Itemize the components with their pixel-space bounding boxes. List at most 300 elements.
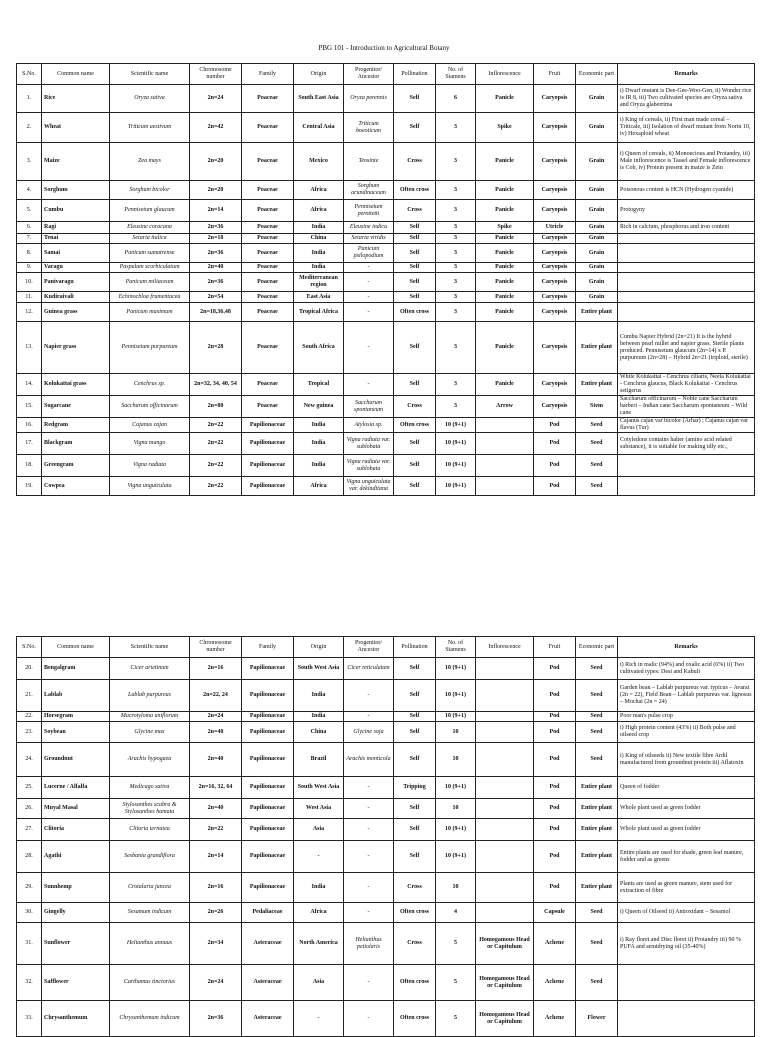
table-body xyxy=(17,85,755,496)
cell-origin: Africa xyxy=(294,181,344,200)
cell-stamens: 6 xyxy=(436,85,476,113)
cell-economic-part: Seed xyxy=(576,433,618,455)
cell-fruit: Caryopsis xyxy=(534,374,576,396)
cell-fruit: Capsule xyxy=(534,903,576,923)
cell-fruit: Pod xyxy=(534,722,576,743)
cell-economic-part: Seed xyxy=(576,680,618,712)
cell-remarks xyxy=(618,292,755,303)
cell-fruit: Pod xyxy=(534,433,576,455)
cell-progenitor: Arachis monticola xyxy=(344,743,394,777)
cell-inflorescence xyxy=(476,433,534,455)
cell-origin: Mexico xyxy=(294,143,344,181)
cell-remarks: Saccharum officinarum – Noble cane Saccharum barberi – Indian cane Saccharum spontaneum – Wild cane xyxy=(618,396,755,418)
cell-family: Papilionaceae xyxy=(242,722,294,743)
cell-economic-part: Grain xyxy=(576,292,618,303)
cell-inflorescence xyxy=(476,658,534,680)
cell-family: Papilionaceae xyxy=(242,777,294,799)
cell-economic-part: Seed xyxy=(576,743,618,777)
cell-family: Pedaliaceae xyxy=(242,903,294,923)
cell-origin: South West Asia xyxy=(294,658,344,680)
cell-family: Papilionaceae xyxy=(242,658,294,680)
cell-fruit: Caryopsis xyxy=(534,273,576,292)
cell-scientific-name: Carthamus tinctorius xyxy=(110,965,190,1001)
cell-progenitor: - xyxy=(344,322,394,374)
cell-fruit: Pod xyxy=(534,658,576,680)
cell-sno: 22. xyxy=(17,712,42,722)
cell-common-name: Bengalgram xyxy=(42,658,110,680)
cell-inflorescence: Homogamous Head or Capitulum xyxy=(476,923,534,965)
cell-sno: 23. xyxy=(17,722,42,743)
cell-pollination: Self xyxy=(394,680,436,712)
cell-stamens: 10 (9+1) xyxy=(436,819,476,841)
cell-scientific-name: Panicum miliaceum xyxy=(110,273,190,292)
cell-scientific-name: Eleusine coracana xyxy=(110,222,190,234)
cell-progenitor: Helianthus petiolaris xyxy=(344,923,394,965)
column-header: Remarks xyxy=(618,64,755,85)
cell-common-name: Safflower xyxy=(42,965,110,1001)
cell-fruit: Pod xyxy=(534,873,576,903)
cell-remarks xyxy=(618,1001,755,1037)
cell-progenitor: Atylosia sp. xyxy=(344,418,394,433)
cell-progenitor: - xyxy=(344,712,394,722)
cell-sno: 19. xyxy=(17,477,42,496)
cell-common-name: Guinea grass xyxy=(42,303,110,322)
cell-family: Poaceae xyxy=(242,303,294,322)
cell-pollination: Tripping xyxy=(394,777,436,799)
cell-economic-part: Grain xyxy=(576,181,618,200)
cell-scientific-name: Crotalaria juncea xyxy=(110,873,190,903)
cell-family: Papilionaceae xyxy=(242,680,294,712)
cell-stamens: 10 (9+1) xyxy=(436,680,476,712)
cell-scientific-name: Chrysanthemum indicum xyxy=(110,1001,190,1037)
cell-progenitor: Setaria viridis xyxy=(344,234,394,244)
cell-family: Poaceae xyxy=(242,234,294,244)
cell-sno: 5. xyxy=(17,200,42,222)
cell-progenitor: Saccharum spontaneum xyxy=(344,396,394,418)
cell-inflorescence: Panicle xyxy=(476,234,534,244)
cell-stamens: 3 xyxy=(436,222,476,234)
cell-remarks xyxy=(618,455,755,477)
cell-scientific-name: Panicum sumatrense xyxy=(110,244,190,263)
cell-fruit: Pod xyxy=(534,743,576,777)
cell-stamens: 3 xyxy=(436,303,476,322)
cell-stamens: 10 (9+1) xyxy=(436,418,476,433)
table-row xyxy=(17,113,755,143)
cell-economic-part: Seed xyxy=(576,965,618,1001)
cell-origin: - xyxy=(294,1001,344,1037)
cell-economic-part: Entire plant xyxy=(576,777,618,799)
cell-pollination: Self xyxy=(394,477,436,496)
cell-family: Papilionaceae xyxy=(242,819,294,841)
cell-family: Poaceae xyxy=(242,292,294,303)
column-header: Common name xyxy=(42,64,110,85)
cell-inflorescence: Spike xyxy=(476,222,534,234)
cell-sno: 18. xyxy=(17,455,42,477)
cell-inflorescence: Panicle xyxy=(476,143,534,181)
cell-economic-part: Grain xyxy=(576,222,618,234)
cell-pollination: Self xyxy=(394,722,436,743)
cell-origin: Africa xyxy=(294,477,344,496)
cell-economic-part: Grain xyxy=(576,273,618,292)
cell-origin: China xyxy=(294,722,344,743)
cell-progenitor: Eleusine indica xyxy=(344,222,394,234)
cell-economic-part: Grain xyxy=(576,244,618,263)
cell-chromosome: 2n=16 xyxy=(190,873,242,903)
cell-economic-part: Entire plant xyxy=(576,799,618,819)
cell-origin: Africa xyxy=(294,200,344,222)
cell-inflorescence: Panicle xyxy=(476,263,534,273)
cell-pollination: Self xyxy=(394,113,436,143)
column-header: S.No. xyxy=(17,64,42,85)
cell-fruit: Caryopsis xyxy=(534,200,576,222)
cell-origin: West Asia xyxy=(294,799,344,819)
column-header: No. of Stamens xyxy=(436,637,476,658)
table-row xyxy=(17,85,755,113)
cell-economic-part: Grain xyxy=(576,143,618,181)
cell-stamens: 5 xyxy=(436,965,476,1001)
cell-remarks: i) Rich in malic (94%) and oxalic acid (6%) ii) Two cultivated types: Desi and Kabuli xyxy=(618,658,755,680)
cell-common-name: Samai xyxy=(42,244,110,263)
cell-common-name: Panivaragu xyxy=(42,273,110,292)
cell-common-name: Muyal Masal xyxy=(42,799,110,819)
cell-economic-part: Seed xyxy=(576,722,618,743)
cell-pollination: Self xyxy=(394,322,436,374)
cell-progenitor: - xyxy=(344,777,394,799)
cell-chromosome: 2n=54 xyxy=(190,292,242,303)
cell-chromosome: 2n=42 xyxy=(190,113,242,143)
table-row xyxy=(17,322,755,374)
cell-chromosome: 2n=18 xyxy=(190,234,242,244)
cell-economic-part: Entire plant xyxy=(576,841,618,873)
cell-fruit: Achene xyxy=(534,1001,576,1037)
cell-fruit: Achene xyxy=(534,965,576,1001)
cell-chromosome: 2n=24 xyxy=(190,85,242,113)
cell-origin: Brazil xyxy=(294,743,344,777)
cell-scientific-name: Helianthus annuus xyxy=(110,923,190,965)
cell-remarks xyxy=(618,273,755,292)
cell-family: Asteraceae xyxy=(242,1001,294,1037)
cell-origin: India xyxy=(294,222,344,234)
cell-fruit: Caryopsis xyxy=(534,263,576,273)
cell-chromosome: 2n=22 xyxy=(190,477,242,496)
cell-economic-part: Seed xyxy=(576,455,618,477)
cell-chromosome: 2n=16 xyxy=(190,658,242,680)
cell-family: Poaceae xyxy=(242,181,294,200)
cell-common-name: Sugarcane xyxy=(42,396,110,418)
cell-economic-part: Entire plant xyxy=(576,322,618,374)
cell-progenitor: Panicum psilopodium xyxy=(344,244,394,263)
cell-fruit: Caryopsis xyxy=(534,303,576,322)
cell-economic-part: Flower xyxy=(576,1001,618,1037)
table-row xyxy=(17,273,755,292)
cell-remarks: i) King of oilseeds ii) New textile fibre Ardil manufactured from groundnut protein iii) Aflatoxin xyxy=(618,743,755,777)
cell-fruit: Pod xyxy=(534,418,576,433)
cell-stamens: 10 xyxy=(436,873,476,903)
cell-fruit: Caryopsis xyxy=(534,181,576,200)
cell-inflorescence xyxy=(476,873,534,903)
column-header: Economic part xyxy=(576,64,618,85)
column-header: Origin xyxy=(294,637,344,658)
cell-origin: India xyxy=(294,244,344,263)
cell-pollination: Self xyxy=(394,819,436,841)
cell-common-name: Horsegram xyxy=(42,712,110,722)
cell-remarks: Queen of fodder xyxy=(618,777,755,799)
column-header: Pollination xyxy=(394,64,436,85)
cell-remarks: White Kolukattai - Cenchrus ciliaris, Neela Kolukattai - Cenchrus glaucus, Black Kolukattai - Cenchrus setigerus xyxy=(618,374,755,396)
cell-stamens: 3 xyxy=(436,322,476,374)
cell-remarks: Rich in calcium, phosphorus and iron content xyxy=(618,222,755,234)
column-header: Common name xyxy=(42,637,110,658)
cell-inflorescence: Panicle xyxy=(476,200,534,222)
cell-chromosome: 2n=16, 32, 64 xyxy=(190,777,242,799)
cell-common-name: Chrysanthemum xyxy=(42,1001,110,1037)
table-row xyxy=(17,455,755,477)
cell-pollination: Self xyxy=(394,712,436,722)
column-header: Fruit xyxy=(534,637,576,658)
cell-stamens: 10 (9+1) xyxy=(436,477,476,496)
cell-inflorescence xyxy=(476,477,534,496)
cell-fruit: Pod xyxy=(534,777,576,799)
cell-inflorescence xyxy=(476,680,534,712)
cell-inflorescence xyxy=(476,455,534,477)
cell-chromosome: 2n=22 xyxy=(190,433,242,455)
cell-stamens: 10 xyxy=(436,799,476,819)
cell-pollination: Often cross xyxy=(394,903,436,923)
cell-origin: Africa xyxy=(294,903,344,923)
cell-scientific-name: Vigna unguiculata xyxy=(110,477,190,496)
cell-family: Papilionaceae xyxy=(242,477,294,496)
cell-common-name: Maize xyxy=(42,143,110,181)
cell-progenitor: Triticum boeoticum xyxy=(344,113,394,143)
cell-inflorescence xyxy=(476,841,534,873)
cell-pollination: Self xyxy=(394,743,436,777)
cell-fruit: Caryopsis xyxy=(534,234,576,244)
cell-progenitor: - xyxy=(344,303,394,322)
cell-scientific-name: Vigna mungo xyxy=(110,433,190,455)
cell-common-name: Rice xyxy=(42,85,110,113)
cell-family: Poaceae xyxy=(242,222,294,234)
cell-fruit: Pod xyxy=(534,712,576,722)
cell-family: Poaceae xyxy=(242,244,294,263)
cell-scientific-name: Vigna radiata xyxy=(110,455,190,477)
cell-fruit: Pod xyxy=(534,799,576,819)
cell-progenitor: - xyxy=(344,965,394,1001)
cell-origin: South Africa xyxy=(294,322,344,374)
cell-pollination: Often cross xyxy=(394,965,436,1001)
table-row xyxy=(17,680,755,712)
cell-family: Poaceae xyxy=(242,263,294,273)
cell-remarks: i) Ray floret and Disc floret ii) Protandry iii) 90 % PUFA and semidrying oil (35-40%) xyxy=(618,923,755,965)
cell-fruit: Caryopsis xyxy=(534,143,576,181)
cell-progenitor: Pennisetum perottetti xyxy=(344,200,394,222)
cell-remarks: Poisonous content is HCN (Hydrogen cyanide) xyxy=(618,181,755,200)
cell-origin: South East Asia xyxy=(294,85,344,113)
cell-inflorescence: Arrow xyxy=(476,396,534,418)
cell-pollination: Self xyxy=(394,273,436,292)
table-row xyxy=(17,923,755,965)
column-header: Origin xyxy=(294,64,344,85)
cell-scientific-name: Lablab purpureus xyxy=(110,680,190,712)
cell-stamens: 3 xyxy=(436,396,476,418)
cell-progenitor: Vigna radiata var. sublobata xyxy=(344,433,394,455)
cell-progenitor: Oryza perennis xyxy=(344,85,394,113)
cell-fruit: Pod xyxy=(534,455,576,477)
column-header: Chromosome number xyxy=(190,637,242,658)
cell-stamens: 10 (9+1) xyxy=(436,455,476,477)
table-row xyxy=(17,143,755,181)
table-row xyxy=(17,303,755,322)
cell-chromosome: 2n=34 xyxy=(190,923,242,965)
cell-common-name: Ragi xyxy=(42,222,110,234)
cell-remarks: Whole plant used as green fodder xyxy=(618,799,755,819)
cell-common-name: Groundnut xyxy=(42,743,110,777)
cell-remarks xyxy=(618,965,755,1001)
cell-scientific-name: Paspalum scorbiculatum xyxy=(110,263,190,273)
cell-origin: East Asia xyxy=(294,292,344,303)
cell-scientific-name: Macrotyloma uniflorum xyxy=(110,712,190,722)
cell-sno: 12. xyxy=(17,303,42,322)
cell-origin: Mediterranean region xyxy=(294,273,344,292)
cell-family: Poaceae xyxy=(242,85,294,113)
table-row xyxy=(17,396,755,418)
cell-scientific-name: Cicer arietinum xyxy=(110,658,190,680)
cell-stamens: 10 (9+1) xyxy=(436,658,476,680)
cell-inflorescence xyxy=(476,903,534,923)
cell-origin: China xyxy=(294,234,344,244)
cell-chromosome: 2n=36 xyxy=(190,244,242,263)
cell-remarks: Cotyledons contains halter (amino acid related substance), it is suitable for making idly etc., xyxy=(618,433,755,455)
cell-progenitor: Teosinte xyxy=(344,143,394,181)
cell-chromosome: 2n=24 xyxy=(190,712,242,722)
column-header: Family xyxy=(242,637,294,658)
cell-progenitor: - xyxy=(344,819,394,841)
cell-remarks: i) Dwarf mutant is Dee-Gee-Woo-Gen, ii) Wonder rice is IR 8, iii) Two cultivated species are Oryza sativa and Oryza glaberrima xyxy=(618,85,755,113)
column-header: S.No. xyxy=(17,637,42,658)
cell-sno: 17. xyxy=(17,433,42,455)
cell-inflorescence xyxy=(476,743,534,777)
cell-inflorescence: Panicle xyxy=(476,85,534,113)
cell-sno: 32. xyxy=(17,965,42,1001)
cell-pollination: Often cross xyxy=(394,181,436,200)
cell-chromosome: 2n=18,36,48 xyxy=(190,303,242,322)
cell-common-name: Greengram xyxy=(42,455,110,477)
table-row xyxy=(17,234,755,244)
cell-progenitor: Cicer reticulatum xyxy=(344,658,394,680)
cell-inflorescence xyxy=(476,418,534,433)
cell-inflorescence: Homogamous Head or Capitulum xyxy=(476,965,534,1001)
cell-stamens: 3 xyxy=(436,273,476,292)
cell-sno: 20. xyxy=(17,658,42,680)
cell-pollination: Often cross xyxy=(394,418,436,433)
cell-common-name: Napier grass xyxy=(42,322,110,374)
cell-stamens: 10 xyxy=(436,722,476,743)
header-row xyxy=(17,637,755,658)
cell-pollination: Self xyxy=(394,841,436,873)
cell-remarks xyxy=(618,244,755,263)
cell-chromosome: 2n=22 xyxy=(190,418,242,433)
cell-sno: 24. xyxy=(17,743,42,777)
cell-sno: 26. xyxy=(17,799,42,819)
cell-stamens: 3 xyxy=(436,200,476,222)
cell-origin: India xyxy=(294,433,344,455)
cell-chromosome: 2n=22 xyxy=(190,819,242,841)
cell-chromosome: 2n=28 xyxy=(190,322,242,374)
cell-sno: 31. xyxy=(17,923,42,965)
cell-family: Poaceae xyxy=(242,322,294,374)
cell-family: Papilionaceae xyxy=(242,712,294,722)
cell-origin: Central Asia xyxy=(294,113,344,143)
cell-sno: 25. xyxy=(17,777,42,799)
cell-stamens: 3 xyxy=(436,292,476,303)
cell-economic-part: Grain xyxy=(576,234,618,244)
cell-economic-part: Seed xyxy=(576,658,618,680)
cell-family: Poaceae xyxy=(242,273,294,292)
cell-remarks: Garden bean – Lablab purpureus var. typicus – Avarai (2n = 22), Field Bean – Lablab purpureus var. lignosus – Mochai (2n = 24) xyxy=(618,680,755,712)
column-header: No. of Stamens xyxy=(436,64,476,85)
table-row xyxy=(17,244,755,263)
cell-remarks: i) King of cereals, ii) First man made cereal – Triticale, iii) Isolation of dwarf mutant from Norin 10, iv) Hexaploid wheat xyxy=(618,113,755,143)
cell-pollination: Self xyxy=(394,85,436,113)
cell-origin: Asia xyxy=(294,819,344,841)
cell-origin: - xyxy=(294,841,344,873)
cell-sno: 13. xyxy=(17,322,42,374)
cell-family: Papilionaceae xyxy=(242,455,294,477)
cell-sno: 1. xyxy=(17,85,42,113)
cell-sno: 8. xyxy=(17,244,42,263)
cell-fruit: Utricle xyxy=(534,222,576,234)
cell-progenitor: - xyxy=(344,292,394,303)
cell-remarks: Entire plants are used for shade, green leaf manure, fodder and as greens xyxy=(618,841,755,873)
cell-stamens: 3 xyxy=(436,143,476,181)
cell-chromosome: 2n=24 xyxy=(190,965,242,1001)
cell-remarks: i) Queen of Oilseed ii) Antioxidant – Sesamol xyxy=(618,903,755,923)
cell-origin: Tropical Africa xyxy=(294,303,344,322)
cell-remarks: i) High protein content (43%) ii) Both pulse and oilseed crop xyxy=(618,722,755,743)
cell-stamens: 10 xyxy=(436,743,476,777)
cell-remarks xyxy=(618,234,755,244)
cell-family: Papilionaceae xyxy=(242,873,294,903)
cell-common-name: Wheat xyxy=(42,113,110,143)
cell-remarks: Plants are used as green manure, stem used for extraction of fibre xyxy=(618,873,755,903)
cell-chromosome: 2n=22 xyxy=(190,455,242,477)
cell-pollination: Self xyxy=(394,658,436,680)
cell-economic-part: Grain xyxy=(576,113,618,143)
cell-inflorescence xyxy=(476,799,534,819)
column-header: Remarks xyxy=(618,637,755,658)
crop-table-page-2 xyxy=(16,636,755,1037)
table-row xyxy=(17,777,755,799)
cell-economic-part: Entire plant xyxy=(576,374,618,396)
cell-remarks xyxy=(618,477,755,496)
cell-economic-part: Seed xyxy=(576,477,618,496)
cell-remarks: Whole plant used as green fodder xyxy=(618,819,755,841)
table-row xyxy=(17,263,755,273)
cell-inflorescence: Spike xyxy=(476,113,534,143)
column-header: Progenitor/ Ancestor xyxy=(344,64,394,85)
header-row xyxy=(17,64,755,85)
cell-chromosome: 2n=40 xyxy=(190,263,242,273)
cell-stamens: 3 xyxy=(436,181,476,200)
cell-inflorescence: Panicle xyxy=(476,244,534,263)
cell-pollination: Self xyxy=(394,222,436,234)
cell-economic-part: Grain xyxy=(576,85,618,113)
cell-chromosome: 2n=26 xyxy=(190,903,242,923)
cell-origin: New guinea xyxy=(294,396,344,418)
table-row xyxy=(17,965,755,1001)
cell-pollination: Self xyxy=(394,433,436,455)
cell-family: Papilionaceae xyxy=(242,799,294,819)
cell-family: Poaceae xyxy=(242,374,294,396)
